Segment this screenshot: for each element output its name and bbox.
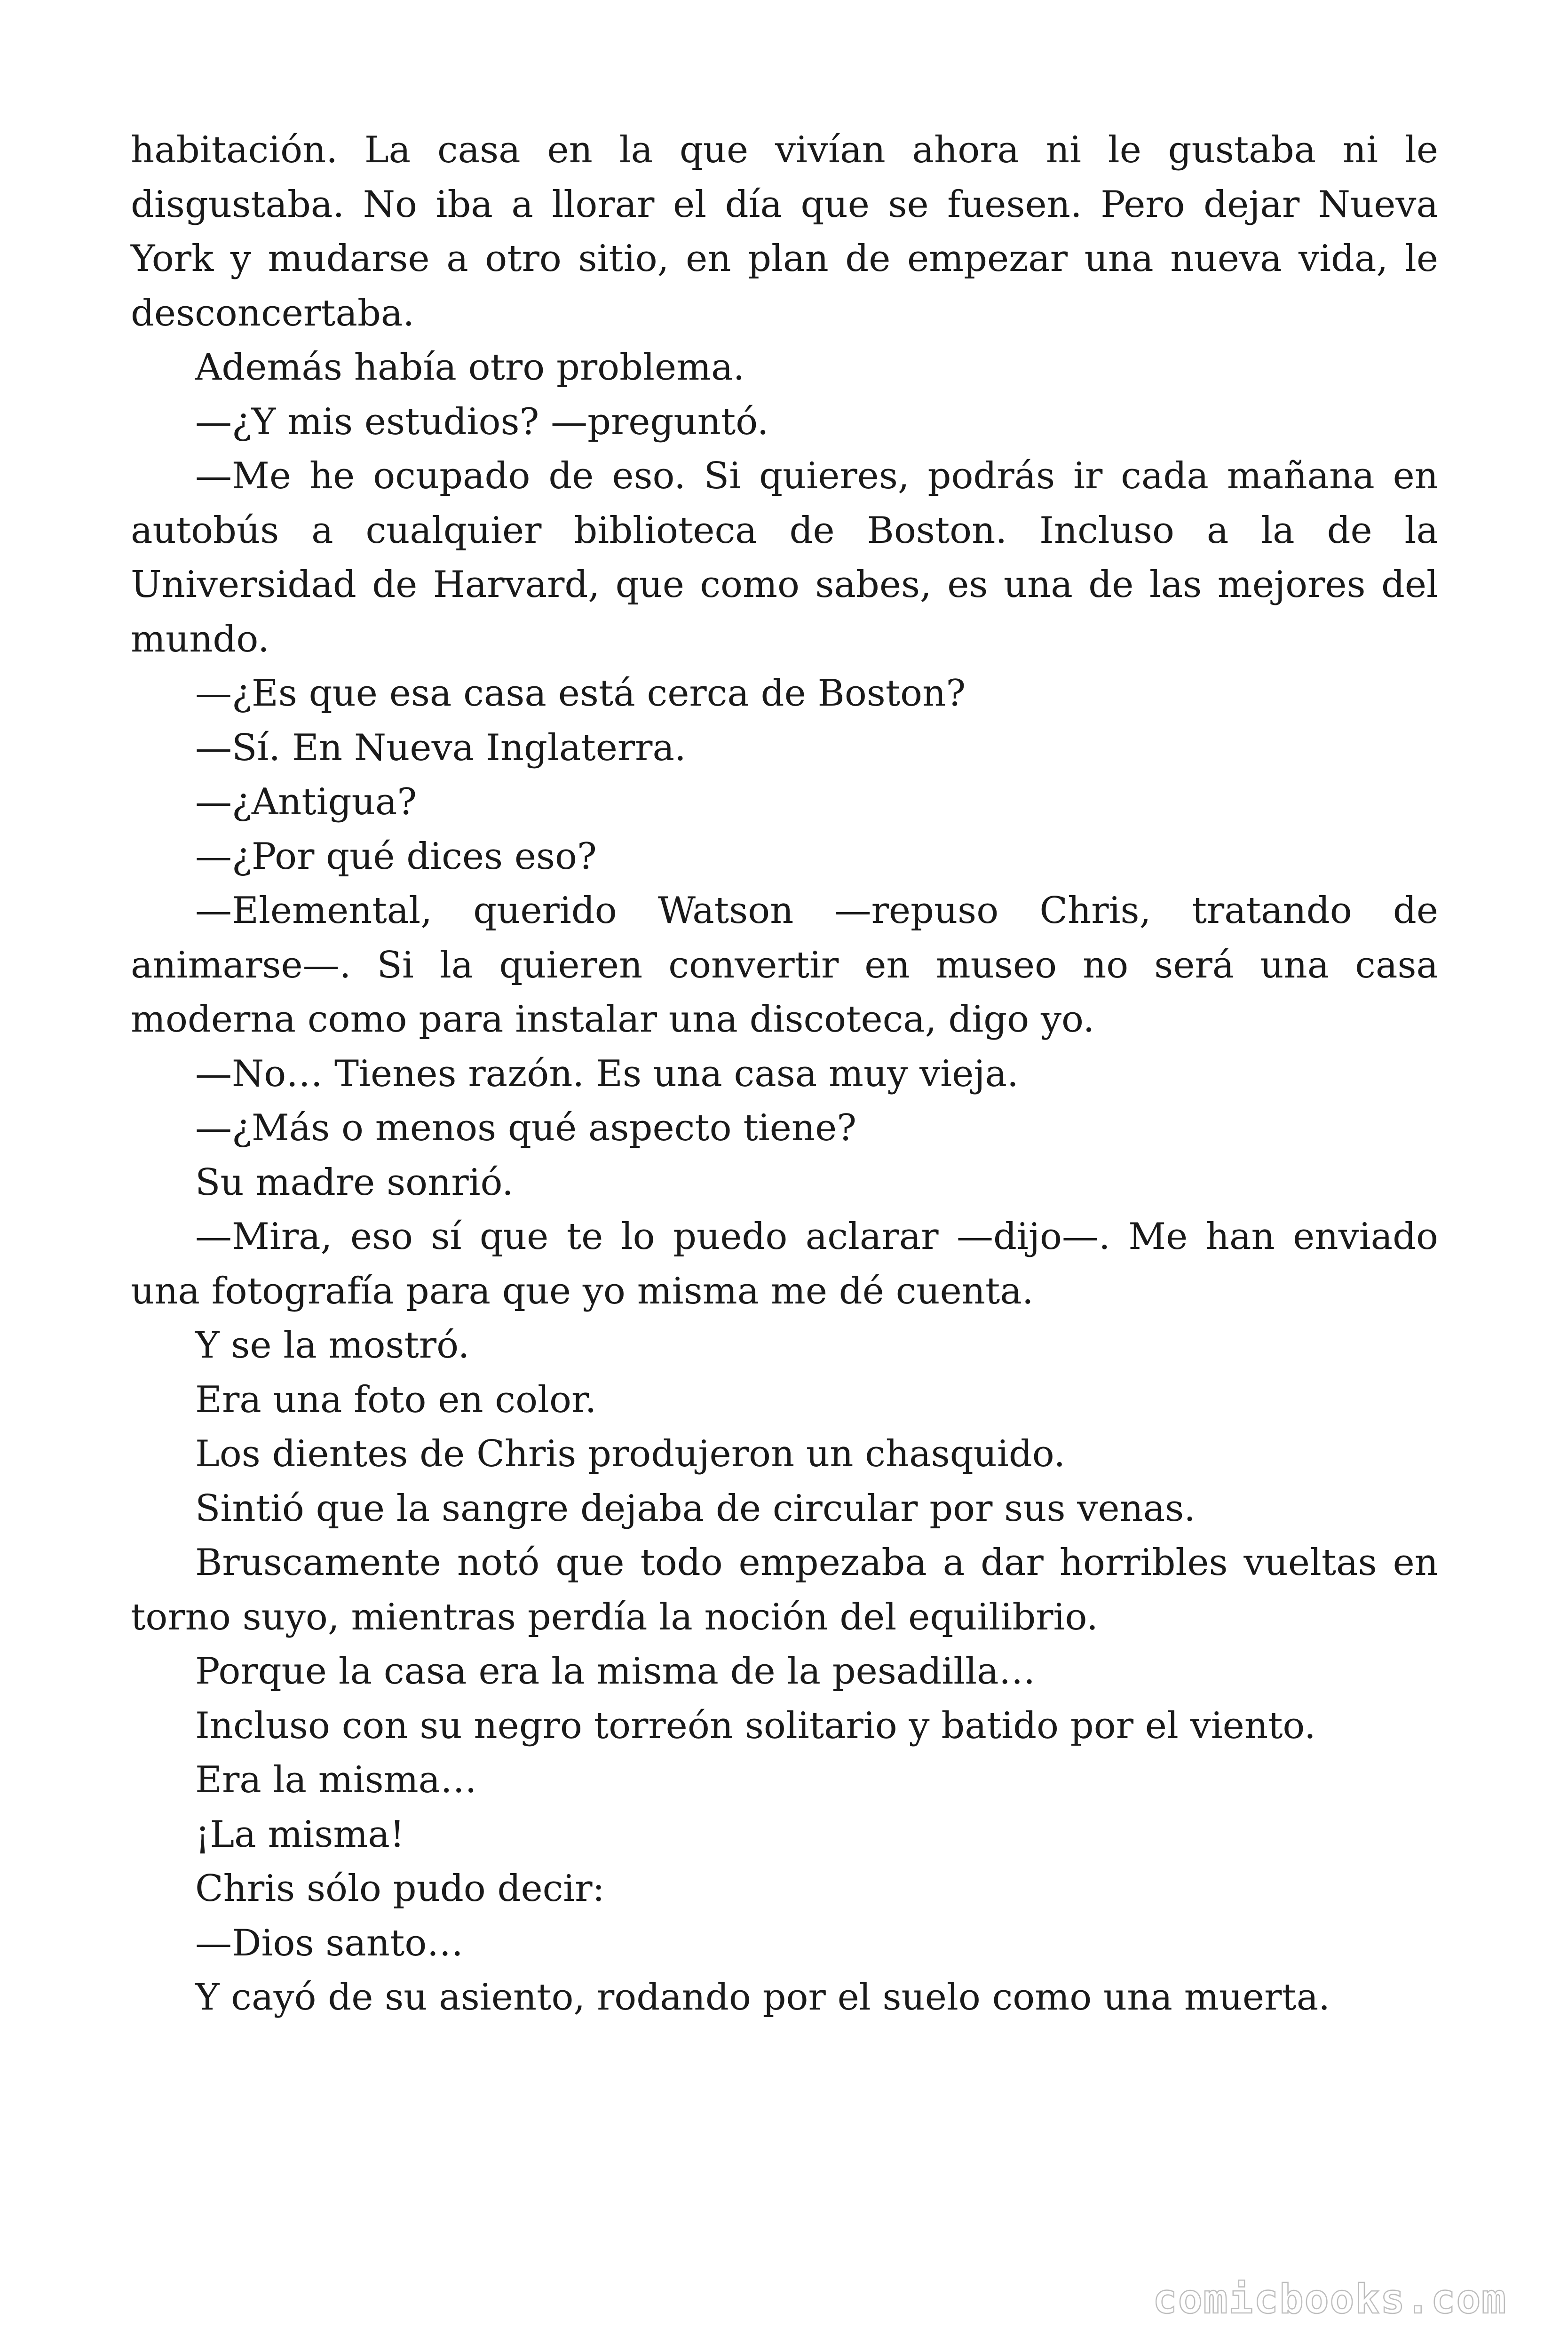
paragraph: Su madre sonrió.: [195, 1161, 514, 1204]
paragraph: —Elemental, querido Watson —repuso Chris, tratando de animarse—. Si la quieren convertir en museo no será una casa moderna como para instalar una discoteca, digo yo.: [131, 890, 1438, 1041]
paragraph: Porque la casa era la misma de la pesadilla…: [195, 1650, 1036, 1692]
watermark: comicbooks.com: [1153, 2276, 1507, 2323]
paragraph: —¿Por qué dices eso?: [195, 835, 597, 878]
paragraph: Y cayó de su asiento, rodando por el suelo como una muerta.: [195, 1976, 1330, 2018]
paragraph: Además había otro problema.: [195, 346, 745, 389]
paragraph: —¿Más o menos qué aspecto tiene?: [195, 1107, 857, 1149]
paragraph: —¿Y mis estudios? —preguntó.: [195, 400, 769, 443]
paragraph: Y se la mostró.: [195, 1324, 470, 1367]
paragraph: ¡La misma!: [195, 1813, 405, 1856]
paragraph: —Dios santo…: [195, 1922, 464, 1964]
paragraph: Incluso con su negro torreón solitario y batido por el viento.: [195, 1704, 1316, 1747]
paragraph: Bruscamente notó que todo empezaba a dar horribles vueltas en torno suyo, mientras perdía la noción del equilibrio.: [131, 1542, 1438, 1638]
body-text: [131, 123, 1438, 2025]
paragraph: —¿Antigua?: [195, 781, 417, 823]
paragraph: habitación. La casa en la que vivían ahora ni le gustaba ni le disgustaba. No iba a llorar el día que se fuesen. Pero dejar Nueva York y mudarse a otro sitio, en plan de empezar una nueva vida, le desconcertaba.: [131, 129, 1438, 334]
paragraph: —¿Es que esa casa está cerca de Boston?: [195, 672, 966, 715]
paragraph: Sintió que la sangre dejaba de circular por sus venas.: [195, 1487, 1196, 1530]
paragraph: —Mira, eso sí que te lo puedo aclarar —dijo—. Me han enviado una fotografía para que yo misma me dé cuenta.: [131, 1216, 1438, 1312]
paragraph: Los dientes de Chris produjeron un chasquido.: [195, 1433, 1066, 1475]
paragraph: Era la misma…: [195, 1759, 477, 1801]
paragraph: —Sí. En Nueva Inglaterra.: [195, 726, 686, 769]
paragraph: Chris sólo pudo decir:: [195, 1867, 605, 1910]
paragraph: Era una foto en color.: [195, 1378, 597, 1421]
paragraph: —No… Tienes razón. Es una casa muy vieja.: [195, 1052, 1019, 1095]
paragraph: —Me he ocupado de eso. Si quieres, podrás ir cada mañana en autobús a cualquier biblioteca de Boston. Incluso a la de la Universidad de Harvard, que como sabes, es una de las mejores del mundo.: [131, 455, 1438, 660]
